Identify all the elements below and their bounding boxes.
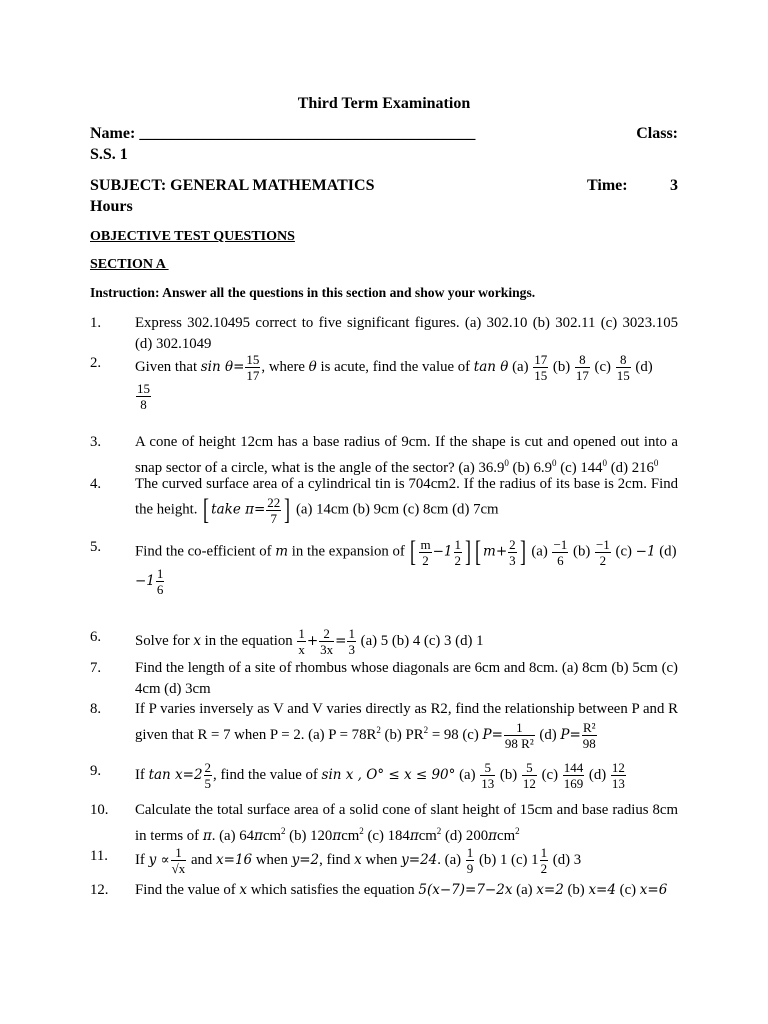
fraction (616, 353, 631, 382)
section-heading: SECTION A (90, 257, 169, 272)
fraction (319, 627, 334, 656)
superscript: 2 (515, 826, 520, 836)
fraction-numerator: 144 (563, 760, 584, 775)
text-run: (a) (527, 543, 552, 560)
subject-label: SUBJECT: GENERAL MATHEMATICS (90, 177, 375, 194)
text-run: Find the co-efficient of (135, 543, 276, 560)
text-run: , where (261, 358, 309, 375)
math-expression: 5(x−7)=7−2x (418, 882, 513, 898)
question-item (90, 846, 678, 875)
text-run: (d) (631, 358, 653, 375)
question-number: 2. (90, 355, 102, 371)
question-number: 10. (90, 802, 109, 818)
text-run: (b) 1 (c) 1 (475, 851, 539, 868)
name-line (90, 125, 678, 143)
math-expression: π (254, 827, 263, 844)
superscript: 2 (376, 725, 381, 735)
question-text (135, 353, 678, 411)
text-run: (c) 144 (556, 459, 603, 476)
fraction (533, 353, 548, 382)
fraction-denominator: 2 (454, 552, 462, 568)
math-expression: −1 (432, 543, 453, 560)
text-run: is acute, find the value of (316, 358, 474, 375)
fraction-denominator: 17 (246, 368, 260, 383)
math-expression: π (488, 827, 497, 844)
fraction-denominator: 13 (611, 776, 625, 791)
question-number: 7. (90, 660, 102, 676)
question-number: 12. (90, 882, 109, 898)
fraction-denominator: 2 (540, 861, 548, 876)
fraction-numerator: 2 (204, 760, 212, 775)
math-expression: m+ (483, 543, 508, 560)
question-item (90, 658, 678, 700)
text-run: (d) 3 (549, 851, 582, 868)
class-label: Class: (636, 125, 678, 142)
text-run: when (252, 851, 292, 868)
math-expression: x (193, 632, 201, 649)
text-run: (c) (590, 358, 615, 375)
fraction (480, 761, 495, 790)
text-run: cm (341, 827, 360, 844)
fraction (171, 846, 187, 875)
text-run: (d) (535, 726, 561, 743)
question-number: 8. (90, 701, 102, 717)
text-run: , find (319, 851, 355, 868)
fraction-numerator: R² (583, 720, 596, 736)
question-text (135, 880, 678, 901)
text-run: Solve for (135, 632, 194, 649)
time-value: 3 (670, 177, 678, 194)
fraction-numerator: 1 (348, 626, 355, 641)
text-run: (a) (455, 766, 480, 783)
fraction-denominator: 3 (348, 642, 355, 657)
math-bracket: [ (475, 535, 482, 568)
text-run: . (a) (437, 851, 465, 868)
text-run: cm (497, 827, 516, 844)
text-run: Given that (135, 358, 201, 375)
class-value: S.S. 1 (90, 146, 128, 163)
superscript: 2 (423, 725, 429, 735)
question-text (135, 699, 678, 750)
time-label: Time: (587, 177, 628, 194)
fraction-numerator: 5 (480, 761, 495, 776)
fraction (582, 721, 597, 750)
question-text (135, 537, 678, 596)
fraction-denominator: 2 (599, 552, 607, 568)
fraction-denominator: 17 (575, 368, 589, 383)
fraction (136, 382, 151, 411)
question-item (90, 474, 678, 525)
math-expression: take π= (211, 501, 266, 518)
question-item (90, 761, 678, 790)
fraction-numerator: −1 (595, 536, 610, 552)
question-number: 5. (90, 539, 102, 555)
fraction-numerator: 17 (534, 352, 548, 367)
text-run: A cone of height 12cm has a base radius of 9cm. If the shape is cut and opened out into a snap sector of a circle, what is the angle of the sector? (a) 36.9 (135, 434, 678, 476)
fraction-numerator: 5 (522, 761, 537, 776)
fraction-numerator: 1 (466, 845, 474, 860)
math-expression: + (306, 632, 319, 649)
fraction-denominator: 169 (563, 776, 584, 791)
math-bracket: ] (284, 493, 291, 526)
fraction (540, 846, 549, 875)
math-expression: = (335, 632, 347, 649)
fraction-numerator: 1 (504, 721, 535, 736)
fraction-denominator: 3x (320, 642, 334, 657)
math-expression: x (354, 851, 362, 868)
question-text (135, 761, 678, 790)
superscript: 2 (359, 826, 364, 836)
text-run: Find the length of a site of rhombus whose diagonals are 6cm and 8cm. (a) 8cm (b) 5cm (c) 4cm (d) 3cm (135, 660, 678, 697)
fraction-denominator: 98 (582, 736, 596, 752)
superscript: 0 (552, 458, 557, 468)
text-run: , find the value of (213, 766, 322, 783)
fraction-denominator: 3 (509, 552, 516, 568)
fraction-numerator: 1 (540, 845, 548, 860)
math-bracket: ] (519, 535, 526, 568)
fraction-numerator: −1 (553, 536, 568, 552)
text-run: (a) (512, 882, 537, 898)
superscript: 0 (504, 458, 509, 468)
superscript: 2 (280, 826, 286, 836)
math-expression: θ (308, 358, 317, 375)
fraction-denominator: 6 (557, 552, 564, 568)
math-expression: x=4 (588, 882, 616, 898)
math-expression: tan x=2 (148, 766, 203, 783)
text-run: in the equation (200, 632, 297, 649)
fraction-numerator: 1 (171, 846, 187, 861)
question-number: 11. (90, 848, 108, 864)
math-expression: x=16 (216, 851, 253, 868)
question-number: 3. (90, 434, 102, 450)
fraction (522, 761, 537, 790)
text-run: Find the value of (135, 882, 240, 898)
text-run: cm (418, 827, 437, 844)
text-run: (b) 120 (285, 827, 333, 844)
fraction-denominator: 7 (270, 510, 278, 526)
fraction-denominator: 5 (204, 776, 212, 791)
question-item (90, 537, 678, 596)
fraction-denominator: √x (171, 861, 186, 876)
question-text (135, 313, 678, 355)
text-run: (a) 14cm (b) 9cm (c) 8cm (d) 7cm (292, 501, 499, 518)
text-run: If P varies inversely as V and V varies directly as R2, find the relationship between P and R given that R = 7 when P = 2. (a) P = 78R (135, 701, 678, 743)
text-run: and (187, 851, 217, 868)
text-run: Calculate the total surface area of a solid cone of slant height of 15cm and base radius 8cm in terms of (135, 802, 678, 844)
question-item (90, 432, 678, 479)
fraction-numerator: m (420, 536, 431, 552)
fraction-denominator: 15 (534, 368, 548, 383)
text-run: If (135, 766, 149, 783)
fraction-denominator: 6 (156, 582, 164, 597)
question-number: 4. (90, 476, 102, 492)
math-expression: sin x , O° ≤ x ≤ 90° (321, 766, 456, 783)
question-number: 6. (90, 629, 102, 645)
text-run: (b) (563, 882, 589, 898)
fraction (552, 538, 568, 567)
fraction (454, 538, 463, 567)
question-number: 1. (90, 315, 102, 331)
fraction-denominator: 15 (616, 368, 630, 383)
math-expression: x=6 (639, 882, 668, 898)
question-text (135, 846, 678, 875)
fraction (347, 627, 356, 656)
math-expression: −1 (135, 572, 155, 589)
question-text (135, 658, 678, 700)
fraction (611, 761, 626, 790)
math-expression: x (239, 882, 248, 898)
fraction (575, 353, 590, 382)
text-run: If (135, 851, 149, 868)
math-expression: y ∝ (148, 851, 170, 868)
fraction (419, 538, 431, 567)
fraction (245, 353, 260, 382)
text-run: in the expansion of (288, 543, 409, 560)
superscript: 2 (436, 826, 442, 836)
text-run: cm (262, 827, 281, 844)
fraction (297, 627, 306, 656)
fraction (563, 761, 585, 790)
math-expression: π (332, 827, 342, 844)
question-text (135, 474, 678, 525)
text-run: (c) (611, 543, 636, 560)
text-run: when (361, 851, 402, 868)
question-number: 9. (90, 763, 102, 779)
fraction-numerator: 8 (575, 353, 590, 368)
math-bracket: [ (203, 493, 210, 526)
math-expression: P= (482, 726, 503, 743)
superscript: 0 (602, 458, 608, 468)
question-item (90, 353, 678, 411)
math-bracket: ] (465, 535, 472, 568)
text-run: (b) 6.9 (508, 459, 553, 476)
question-item (90, 880, 678, 901)
math-expression: −1 (635, 543, 656, 560)
text-run: (b) (496, 766, 521, 783)
fraction-numerator: 15 (246, 352, 260, 367)
text-run: (a) 5 (b) 4 (c) 3 (d) 1 (356, 632, 484, 649)
math-expression: y=2 (291, 851, 320, 868)
text-run: = 98 (c) (428, 726, 483, 743)
text-run: Express 302.10495 correct to five significant figures. (a) 302.10 (b) 302.11 (c) 3023.105 (d) 302.1049 (135, 315, 678, 352)
question-item (90, 313, 678, 355)
text-run: (c) (537, 766, 562, 783)
math-expression: π (409, 827, 419, 844)
math-expression: m (275, 543, 289, 560)
text-run: (d) (585, 766, 610, 783)
fraction-numerator: 8 (616, 353, 631, 368)
fraction-denominator: 9 (466, 861, 474, 876)
fraction-numerator: 1 (298, 626, 305, 641)
time-unit: Hours (90, 198, 133, 215)
text-run: (c) 184 (363, 827, 410, 844)
fraction-numerator: 15 (137, 381, 150, 396)
fraction-numerator: 22 (267, 494, 281, 510)
text-run: (b) PR (380, 726, 424, 743)
question-item (90, 627, 678, 656)
subject-line (90, 177, 678, 195)
text-run: The curved surface area of a cylindrical tin is 704cm2. If the radius of its base is 2cm. Find the height. (135, 476, 678, 518)
fraction (504, 721, 535, 750)
text-run: (d) 200 (441, 827, 489, 844)
math-bracket: [ (410, 535, 417, 568)
name-label: Name: __________________________________________ (90, 125, 476, 142)
text-run: (a) (508, 358, 533, 375)
fraction-denominator: 13 (481, 776, 495, 791)
math-expression: π (202, 827, 212, 844)
fraction (156, 567, 165, 596)
question-item (90, 699, 678, 750)
fraction (266, 496, 281, 525)
fraction-denominator: 8 (140, 397, 147, 412)
question-text (135, 432, 678, 479)
math-expression: P= (560, 726, 581, 743)
fraction-numerator: 2 (509, 536, 516, 552)
fraction-denominator: x (298, 642, 305, 657)
question-text (135, 627, 678, 656)
math-expression: sin θ= (200, 358, 245, 375)
exam-title: Third Term Examination (297, 95, 471, 112)
question-item (90, 800, 678, 847)
fraction (466, 846, 475, 875)
instruction-text: Instruction: Answer all the questions in this section and show your workings. (90, 285, 536, 300)
superscript: 0 (653, 458, 659, 468)
fraction-denominator: 12 (522, 776, 536, 791)
fraction-denominator: 2 (422, 552, 429, 568)
text-run: (d) (655, 543, 677, 560)
fraction (508, 538, 517, 567)
math-expression: y=24 (401, 851, 438, 868)
objective-heading: OBJECTIVE TEST QUESTIONS (90, 229, 295, 244)
fraction-numerator: 12 (611, 760, 625, 775)
fraction (204, 761, 213, 790)
fraction-numerator: 1 (454, 536, 462, 552)
fraction-numerator: 1 (156, 566, 164, 581)
question-text (135, 800, 678, 847)
fraction (595, 538, 611, 567)
text-run: (d) 216 (607, 459, 654, 476)
text-run: (c) (615, 882, 640, 898)
text-run: which satisfies the equation (247, 882, 419, 898)
fraction-denominator: 98 R² (504, 736, 534, 752)
math-expression: x=2 (536, 882, 564, 898)
text-run: (b) (549, 358, 574, 375)
text-run: . (a) 64 (211, 827, 255, 844)
math-expression: tan θ (473, 358, 509, 375)
text-run: (b) (569, 543, 594, 560)
fraction-numerator: 2 (319, 627, 334, 642)
